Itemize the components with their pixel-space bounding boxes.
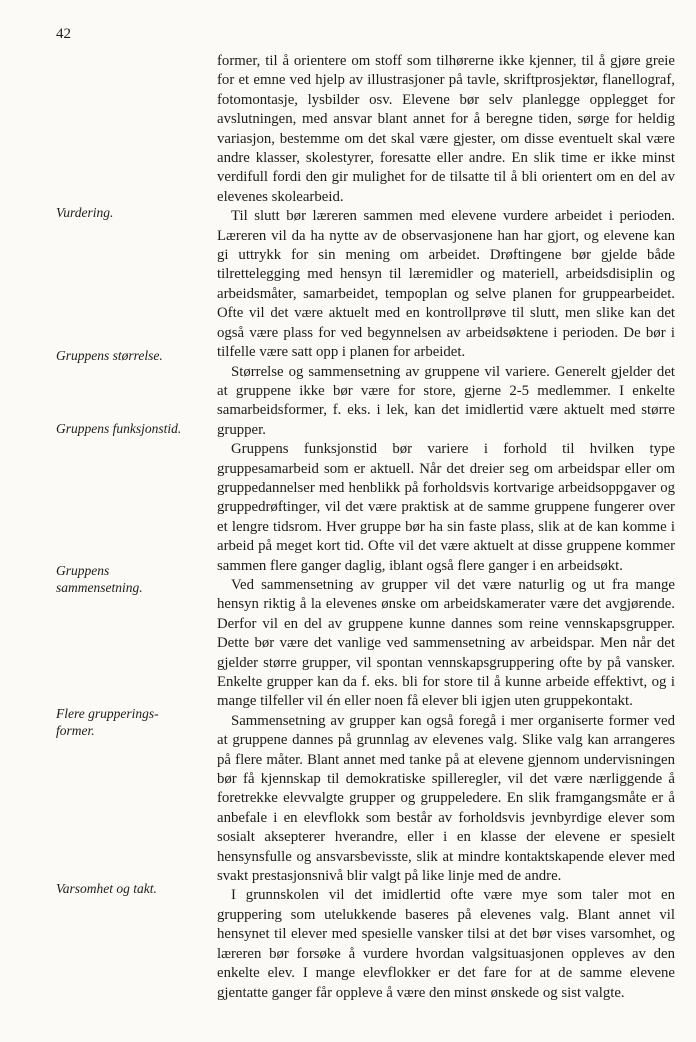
paragraph: Til slutt bør læreren sammen med elevene vurdere arbeidet i perioden. Læreren vil da ha nytte av de observasjonene han har gjort, og elevene kan gi uttrykk for sin mening om arbeidet. Drøftingene bør gjelde både tilrettelegging med hensyn til læremidler og materiell, arbeidsdisiplin og arbeidsmåter, samarbeidet, tempoplan og selve planen for gruppearbeidet. Ofte vil det være aktuelt med en kontrollprøve til slutt, men slike kan det også være plass for ved begynnelsen av arbeidsøktene i perioden. De bør i tilfelle være satt opp i planen for arbeidet. bbox=[217, 208, 675, 361]
margin-note-gruppens-funksjonstid: Gruppens funksjonstid. bbox=[56, 421, 182, 436]
margin-note-line: Gruppens bbox=[56, 563, 110, 578]
margin-note-gruppens-storrelse: Gruppens størrelse. bbox=[56, 348, 163, 363]
paragraph: Gruppens funksjonstid bør variere i forhold til hvilken type gruppesamarbeid som er aktuell. Når det dreier seg om arbeidspar eller om gruppedannelser med henblikk på forholdsvis kortvarige arbeidsoppgaver og gruppedrøftinger, vil det være praktisk at de samme gruppene fungerer over et lengre tidsrom. Hver gruppe bør ha sin faste plass, slik at de kan komme i arbeid på meget kort tid. Ofte vil det være aktuelt at disse gruppene kommer sammen flere ganger daglig, iblant også flere ganger i en arbeidsøkt. bbox=[217, 441, 675, 574]
margin-note-gruppens-sammensetning bbox=[56, 562, 143, 596]
margin-note-line: Flere grupperings- bbox=[56, 706, 159, 721]
body-text bbox=[217, 52, 675, 1003]
margin-note-varsomhet-og-takt: Varsomhet og takt. bbox=[56, 881, 157, 896]
paragraph: Størrelse og sammensetning av gruppene vil variere. Generelt gjelder det at gruppene ikke bør være for store, gjerne 2-5 medlemmer. I enkelte samarbeidsformer, f. eks. i lek, kan det imidlertid være aktuelt med større grupper. bbox=[217, 363, 675, 438]
paragraph: Ved sammensetning av grupper vil det være naturlig og ut fra mange hensyn riktig å la elevenes ønske om arbeidskamerater være det avgjørende. Derfor vil en del av gruppene kunne dannes som reine vennskapsgrupper. Dette bør være det vanlige ved sammensetning av arbeidspar. Men når det gjelder større grupper, vil spontan vennskapsgruppering ofte by på vansker. Enkelte grupper kan da f. eks. bli for store til å kunne arbeide effektivt, og i mange tilfeller vil én eller noen få elever bli igjen uten gruppekontakt. bbox=[217, 576, 675, 710]
page-number: 42 bbox=[56, 26, 71, 42]
paragraph: I grunnskolen vil det imidlertid ofte være mye som taler mot en gruppering som utelukkende baseres på elevenes valg. Blant annet vil hensynet til elever med spesielle vansker tilsi at det bør vises varsomhet, og læreren bør forsøke å vurdere hvordan valgsituasjonen oppleves av den enkelte elev. I mange elevflokker er det fare for at de samme elevene gjentatte ganger får oppleve å være den minst ønskede og sist valgte. bbox=[217, 887, 675, 1001]
margin-note-line: former. bbox=[56, 723, 95, 738]
margin-note-line: sammensetning. bbox=[56, 580, 143, 595]
paragraph: former, til å orientere om stoff som tilhørerne ikke kjenner, til å gjøre greie for et emne ved hjelp av illustrasjoner på tavle, skriftprosjektør, flanellograf, fotomontasje, lysbilder osv. Elevene bør selv planlegge opplegget for avslutningen, med ansvar blant annet for å beregne tiden, sørge for heldig variasjon, bestemme om det skal være gjester, om disse eventuelt skal være andre klasser, skolestyrer, foresatte eller andre. En slik time er ikke minst verdifull fordi den gir mulighet for de tilsatte til å bli orientert om en del av elevenes skolearbeid. bbox=[217, 53, 675, 205]
margin-note-flere-grupperingsformer bbox=[56, 705, 159, 739]
margin-note-vurdering: Vurdering. bbox=[56, 205, 114, 220]
paragraph: Sammensetning av grupper kan også foregå i mer organiserte former ved at gruppene dannes på grunnlag av elevenes valg. Slike valg kan arrangeres på flere måter. Blant annet med tanke på at elevene gjennom undervisningen bør få kjennskap til demokratiske spilleregler, vil det være nærliggende å foretrekke elevvalgte grupper og gruppeledere. En slik framgangsmåte er å anbefale i en elevflokk som består av forholdsvis jevnbyrdige elever som sosialt aksepterer hverandre, eller i en klasse der elevene er spesielt hensynsfulle og ansvarsbevisste, slik at mindre kontaktskapende elever med svakt prestasjonsnivå blir valgt på like linje med de andre. bbox=[217, 712, 675, 885]
